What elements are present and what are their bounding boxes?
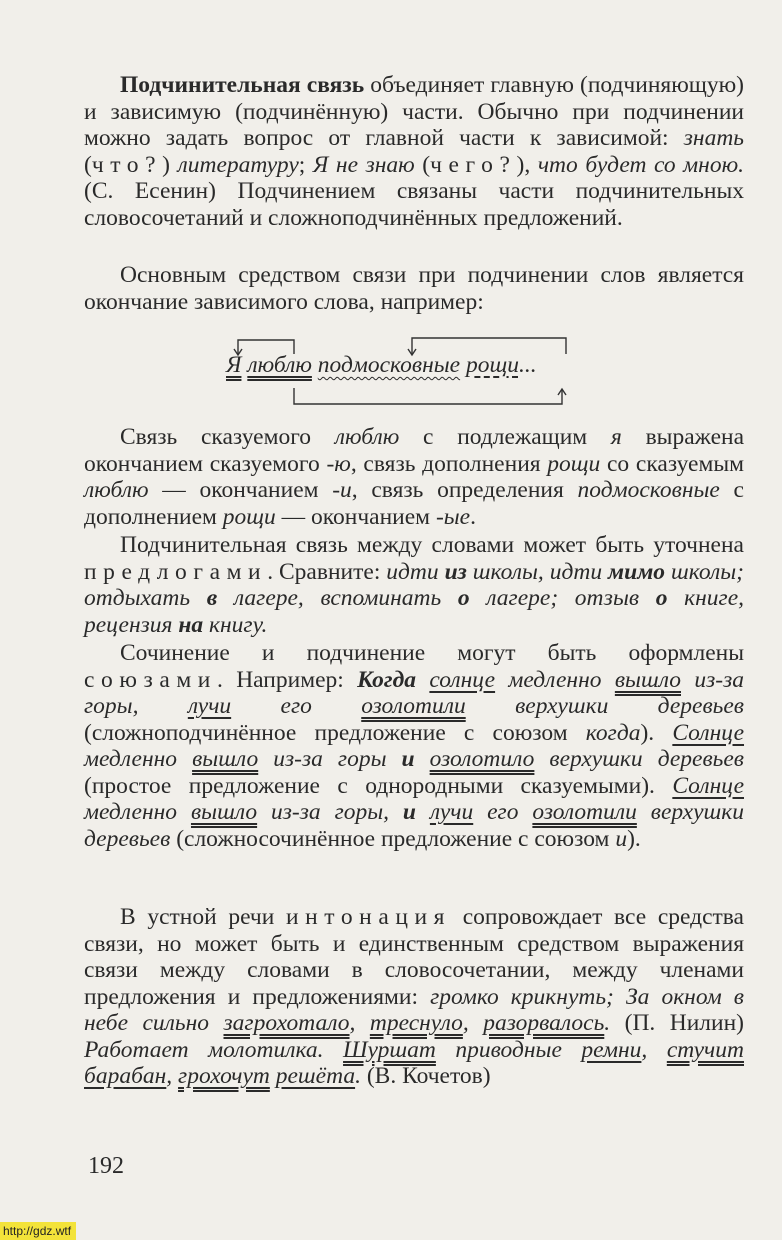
example-sentence: Я люблю подмосковные рощи... — [226, 352, 537, 378]
paragraph-intonation: В устной речи интонация сопровождает все средства связи, но может быть и единственным средством выражения связи между словами в словосочетании, между членами предложения и предложениями: громко крикнуть; За окном в небе сильно загрохотало, треснуло, разорвалось. (П. Нилин) Работает молотилка. Шуршат приводные ремни, стучит барабан, грохочут решёта. (В. Кочетов) — [84, 904, 745, 1089]
page-number: 192 — [88, 1153, 124, 1179]
watermark-link[interactable]: http://gdz.wtf — [0, 1222, 76, 1240]
term-subordinate-connection: Подчинительная связь — [120, 72, 365, 98]
paragraph-prepositions: Подчинительная связь между словами может быть уточнена предлогами. Сравните: идти из школы, идти мимо школы; отдыхать в лагере, вспоминать о лагере; отзыв о книге, рецензия на книгу. — [84, 532, 745, 638]
arrow-verb-to-object — [294, 388, 562, 404]
attribute-word: подмосковные — [317, 352, 461, 378]
predicate-word: люблю — [247, 352, 312, 378]
paragraph-conjunctions: Сочинение и подчинение могут быть оформлены союзами. Например: Когда солнце медленно вышло из-за горы, лучи его озолотили верхушки деревьев (сложноподчинённое предложение с союзом когда). Солнце медленно вышло из-за горы и озолотило верхушки деревьев (простое предложение с однородными сказуемыми). Солнце медленно вышло из-за горы, и лучи его озолотили верхушки деревьев (сложносочинённое предложение с союзом и). — [84, 640, 745, 852]
sentence-scheme — [220, 330, 640, 414]
object-word: рощи — [465, 352, 519, 378]
paragraph-main-means: Основным средством связи при подчинении слов является окончание зависимого слова, например: — [84, 262, 744, 315]
paragraph-subordination-definition: Подчинительная связь объединяет главную (подчиняющую) и зависимую (подчинённую) части. Обычно при подчинении можно задать вопрос от главной части к зависимой: знать (что?) литературу; Я не знаю (чего?), что будет со мною. (С. Есенин) Подчинением связаны части подчинительных словосочетаний и сложноподчинённых предложений. — [84, 72, 745, 231]
paragraph-scheme-explanation: Связь сказуемого люблю с подлежащим я выражена окончанием сказуемого -ю, связь дополнения рощи со сказуемым люблю — окончанием -и, связь определения подмосковные с дополнением рощи — окончанием -ые. — [84, 424, 745, 530]
subject-word: Я — [226, 352, 242, 378]
